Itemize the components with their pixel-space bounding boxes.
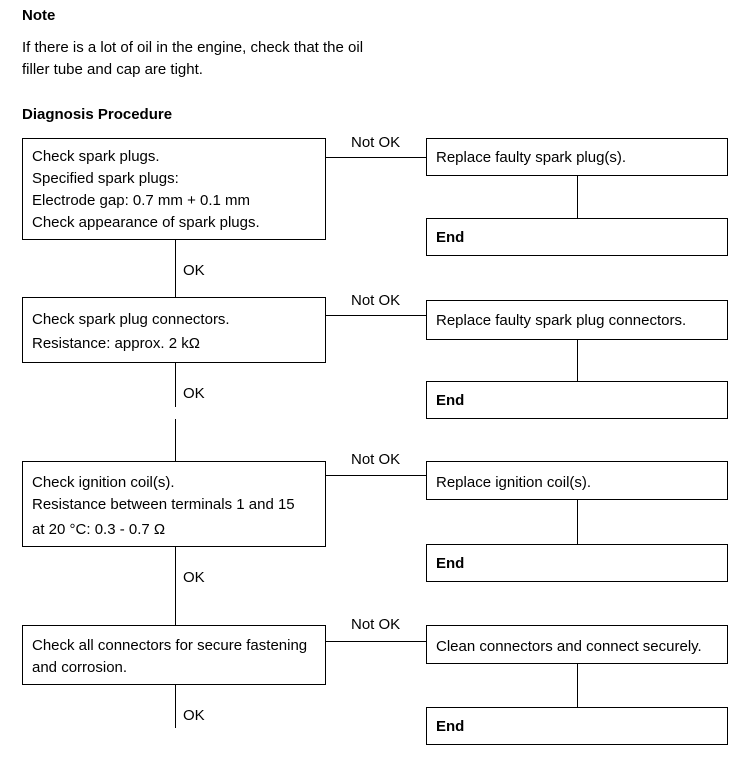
fix-box-connectors: [426, 625, 728, 664]
procedure-heading: Diagnosis Procedure: [22, 106, 173, 123]
end-label: End: [436, 392, 465, 409]
not-ok-connector: [325, 157, 427, 158]
check-text-line: Check spark plug connectors.: [32, 311, 230, 328]
ok-label: OK: [183, 385, 205, 402]
end-box: [426, 381, 728, 419]
ok-label: OK: [183, 707, 205, 724]
check-text-line: and corrosion.: [32, 659, 128, 676]
fix-text: Clean connectors and connect securely.: [436, 638, 702, 655]
check-text-line: Check ignition coil(s).: [32, 474, 175, 491]
end-box: [426, 707, 728, 745]
check-text-line: Check appearance of spark plugs.: [32, 214, 260, 231]
ok-connector: [175, 684, 176, 728]
end-box: [426, 544, 728, 582]
ok-label: OK: [183, 569, 205, 586]
check-text-line: Specified spark plugs:: [32, 170, 179, 187]
end-label: End: [436, 718, 465, 735]
not-ok-connector: [325, 475, 427, 476]
ok-label: OK: [183, 262, 205, 279]
note-line-2: filler tube and cap are tight.: [22, 61, 203, 78]
check-text-line: Check spark plugs.: [32, 148, 160, 165]
not-ok-label: Not OK: [351, 292, 401, 309]
check-box-plug-connectors: [22, 297, 326, 363]
check-box-all-connectors: [22, 625, 326, 685]
not-ok-label: Not OK: [351, 451, 401, 468]
fix-box-plug-connectors: [426, 300, 728, 340]
check-box-spark-plugs: [22, 138, 326, 240]
fix-to-end-connector: [577, 499, 578, 545]
fix-box-spark-plugs: [426, 138, 728, 176]
fix-to-end-connector: [577, 339, 578, 382]
fix-text: Replace ignition coil(s).: [436, 474, 592, 491]
not-ok-connector: [325, 315, 427, 316]
not-ok-label: Not OK: [351, 134, 401, 151]
note-heading: Note: [22, 7, 56, 24]
fix-to-end-connector: [577, 663, 578, 708]
check-box-ignition-coils: [22, 461, 326, 547]
check-text-line: at 20 °C: 0.3 - 0.7 Ω: [32, 521, 166, 538]
check-text-line: Resistance between terminals 1 and 15: [32, 496, 295, 513]
not-ok-label: Not OK: [351, 616, 401, 633]
check-text-line: Electrode gap: 0.7 mm + 0.1 mm: [32, 192, 251, 209]
ok-connector: [175, 546, 176, 626]
check-text-line: Resistance: approx. 2 kΩ: [32, 335, 200, 352]
end-box: [426, 218, 728, 256]
fix-text: Replace faulty spark plug(s).: [436, 149, 627, 166]
fix-to-end-connector: [577, 175, 578, 219]
fix-text: Replace faulty spark plug connectors.: [436, 312, 687, 329]
end-label: End: [436, 229, 465, 246]
flow-connector: [175, 419, 176, 462]
end-label: End: [436, 555, 465, 572]
not-ok-connector: [325, 641, 427, 642]
ok-connector: [175, 362, 176, 407]
ok-connector: [175, 239, 176, 298]
fix-box-ignition-coils: [426, 461, 728, 500]
check-text-line: Check all connectors for secure fastening: [32, 637, 308, 654]
note-line-1: If there is a lot of oil in the engine, check that the oil: [22, 39, 364, 56]
